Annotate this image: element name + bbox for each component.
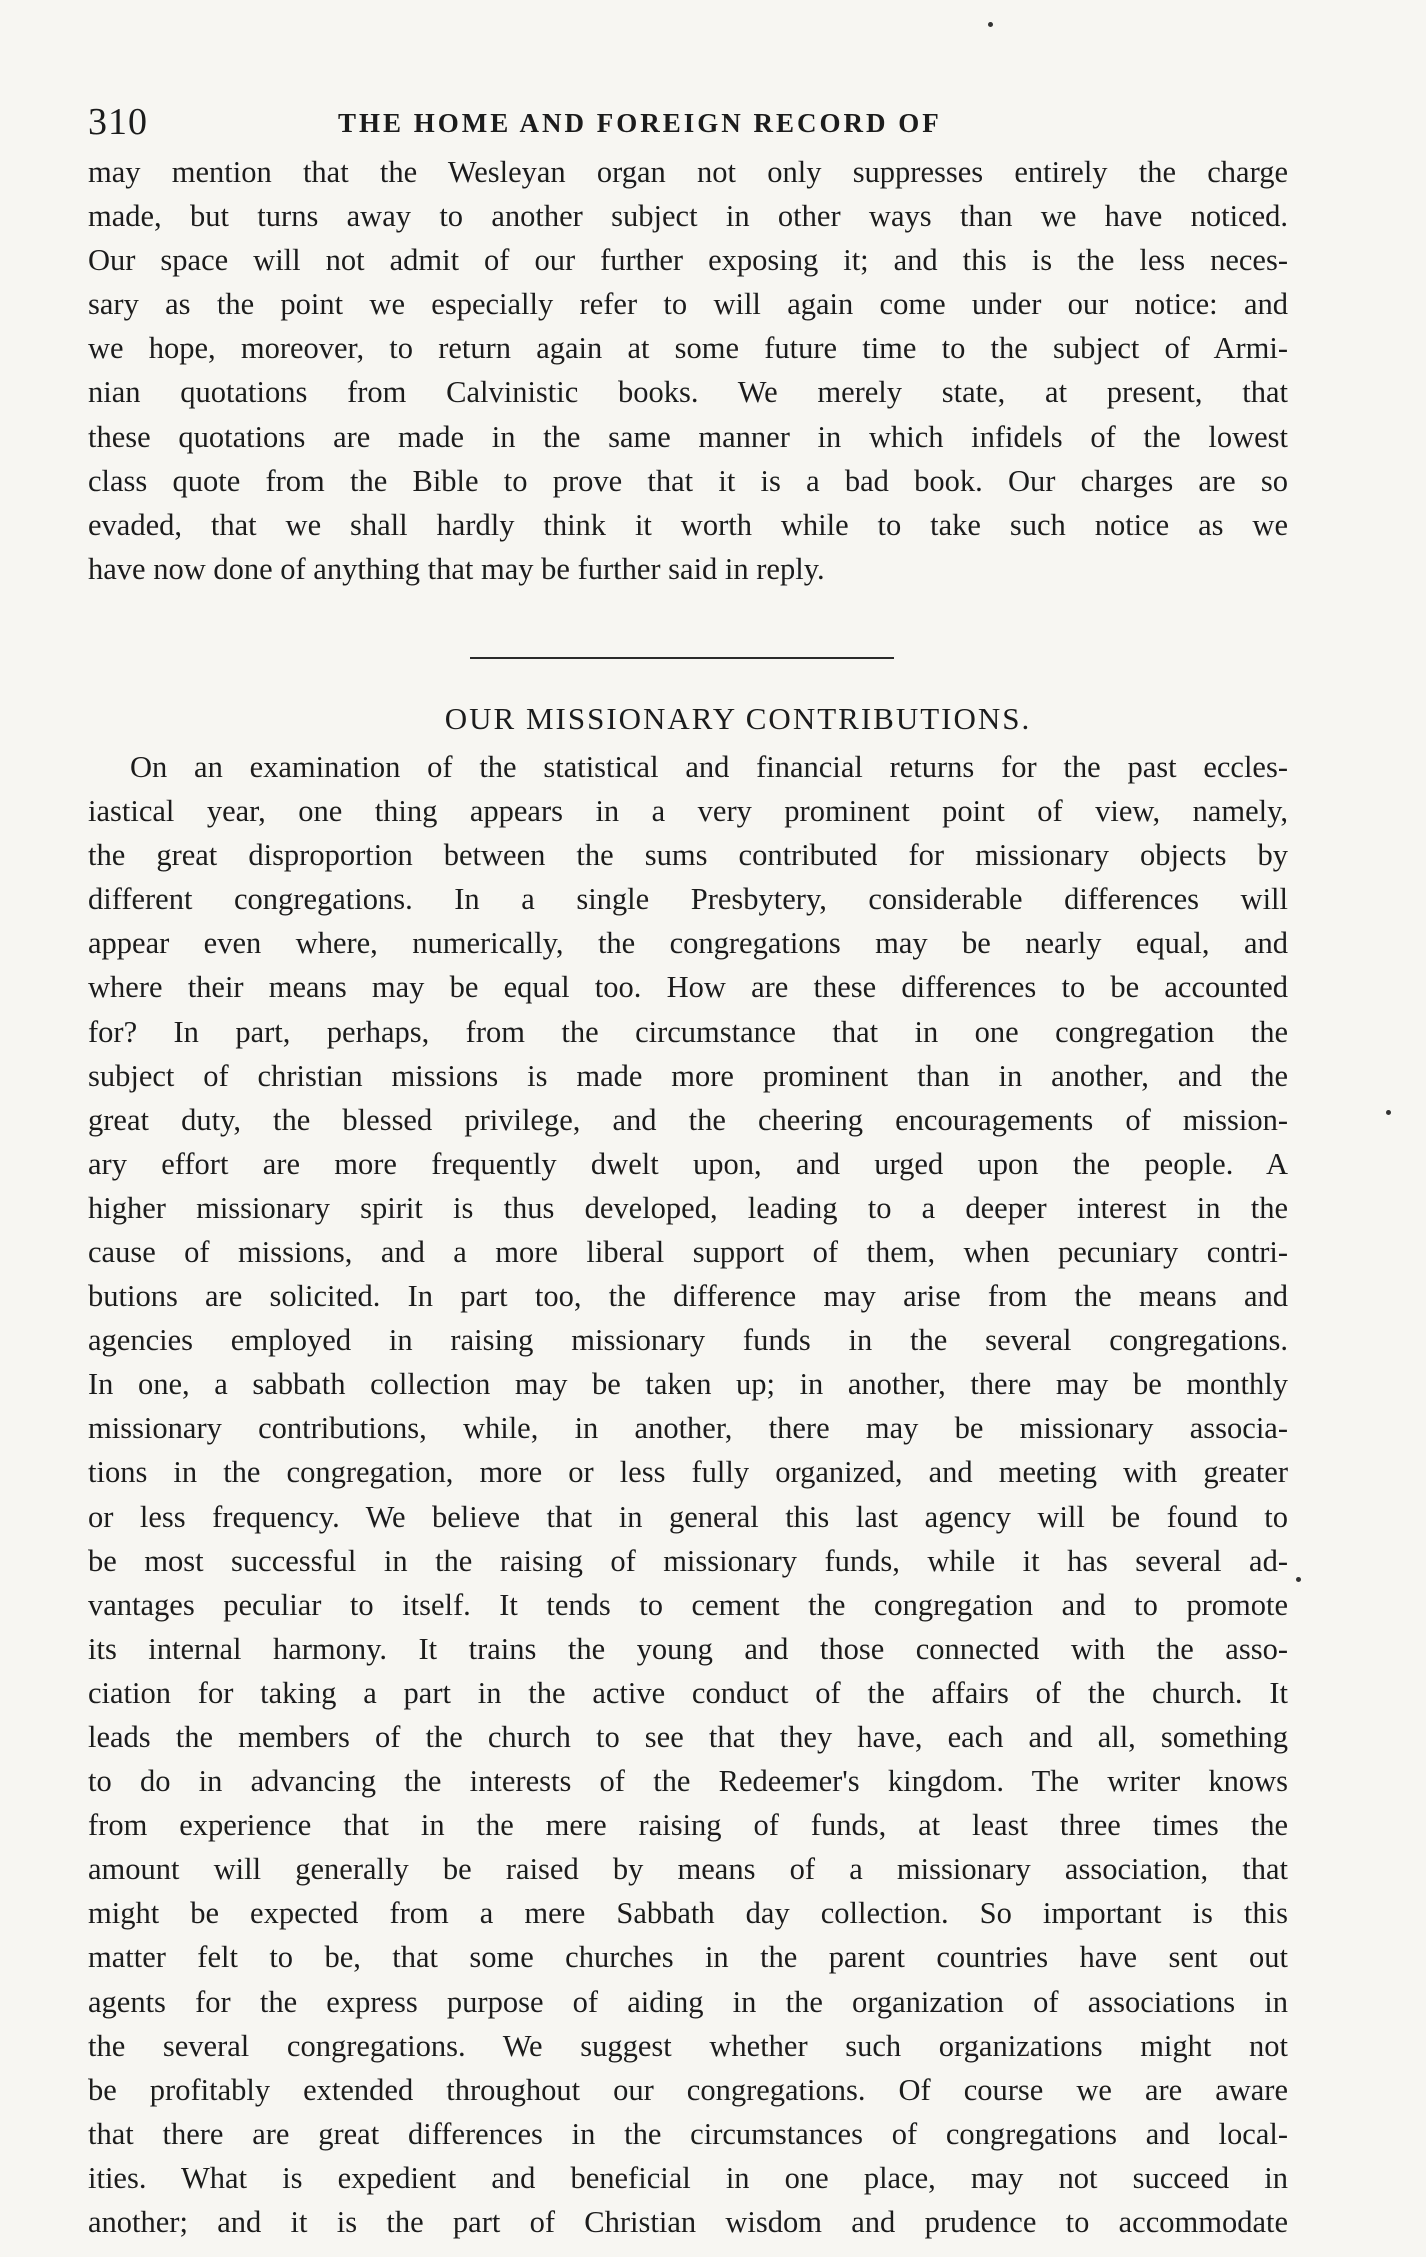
text-line: another; and it is the part of Christian wisdom and prudence to accommodate	[88, 2205, 1288, 2240]
text-line: we hope, moreover, to return again at some future time to the subject of Armi-	[88, 331, 1288, 366]
text-line: In one, a sabbath collection may be taken up; in another, there may be monthly	[88, 1367, 1288, 1402]
text-line: higher missionary spirit is thus developed, leading to a deeper interest in the	[88, 1190, 1288, 1225]
running-title: THE HOME AND FOREIGN RECORD OF	[338, 108, 942, 138]
text-line: subject of christian missions is made more prominent than in another, and the	[88, 1058, 1288, 1093]
text-line: evaded, that we shall hardly think it worth while to take such notice as we	[88, 507, 1288, 542]
text-line: agencies employed in raising missionary funds in the several congregations.	[88, 1323, 1288, 1358]
text-line: ary effort are more frequently dwelt upon, and urged upon the people. A	[88, 1146, 1288, 1181]
text-line: to do in advancing the interests of the Redeemer's kingdom. The writer knows	[88, 1764, 1288, 1799]
text-line: the great disproportion between the sums contributed for missionary objects by	[88, 838, 1288, 873]
text-line: agents for the express purpose of aiding in the organization of associations in	[88, 1984, 1288, 2019]
text-line: class quote from the Bible to prove that it is a bad book. Our charges are so	[88, 463, 1288, 498]
text-line: missionary contributions, while, in another, there may be missionary associa-	[88, 1411, 1288, 1446]
book-page	[88, 100, 1288, 2244]
text-line: vantages peculiar to itself. It tends to cement the congregation and to promote	[88, 1587, 1288, 1622]
section-title: OUR MISSIONARY CONTRIBUTIONS.	[444, 700, 1032, 736]
text-line: tions in the congregation, more or less fully organized, and meeting with greater	[88, 1455, 1288, 1490]
text-line: might be expected from a mere Sabbath day collection. So important is this	[88, 1896, 1288, 1931]
text-line: may mention that the Wesleyan organ not only suppresses entirely the charge	[88, 155, 1288, 189]
text-line: great duty, the blessed privilege, and the cheering encouragements of mission-	[88, 1102, 1288, 1137]
text-line: nian quotations from Calvinistic books. We merely state, at present, that	[88, 375, 1288, 410]
text-line: leads the members of the church to see that they have, each and all, something	[88, 1720, 1288, 1754]
text-line: the several congregations. We suggest whether such organizations might not	[88, 2028, 1288, 2063]
section-divider	[470, 657, 894, 659]
text-line: different congregations. In a single Presbytery, considerable differences will	[88, 882, 1288, 917]
running-head	[88, 100, 1288, 150]
text-line: its internal harmony. It trains the young and those connected with the asso-	[88, 1631, 1288, 1666]
text-line: where their means may be equal too. How are these differences to be accounted	[88, 970, 1288, 1005]
section-body	[88, 745, 1288, 2244]
page-number: 310	[88, 101, 148, 143]
text-line: ciation for taking a part in the active conduct of the affairs of the church. It	[88, 1675, 1288, 1710]
text-line: amount will generally be raised by means of a missionary association, that	[88, 1852, 1288, 1887]
text-line: sary as the point we especially refer to will again come under our notice: and	[88, 287, 1288, 322]
text-line: be most successful in the raising of missionary funds, while it has several ad-	[88, 1543, 1288, 1578]
text-line: appear even where, numerically, the congregations may be nearly equal, and	[88, 926, 1288, 961]
text-line: iastical year, one thing appears in a very prominent point of view, namely,	[88, 794, 1288, 829]
text-line: that there are great differences in the circumstances of congregations and local-	[88, 2116, 1288, 2151]
text-line: have now done of anything that may be further said in reply.	[88, 551, 825, 586]
text-line: cause of missions, and a more liberal support of them, when pecuniary contri-	[88, 1234, 1288, 1269]
text-line: matter felt to be, that some churches in the parent countries have sent out	[88, 1940, 1288, 1975]
stray-mark	[1386, 1110, 1391, 1115]
opening-paragraph	[88, 150, 1288, 591]
stray-mark	[988, 22, 993, 27]
text-line: be profitably extended throughout our congregations. Of course we are aware	[88, 2072, 1288, 2107]
text-line: On an examination of the statistical and financial returns for the past eccles-	[130, 749, 1288, 784]
text-line: Our space will not admit of our further exposing it; and this is the less neces-	[88, 243, 1288, 278]
text-line: these quotations are made in the same manner in which infidels of the lowest	[88, 419, 1288, 454]
stray-mark	[1296, 1577, 1301, 1582]
text-line: or less frequency. We believe that in general this last agency will be found to	[88, 1499, 1288, 1534]
text-line: butions are solicited. In part too, the difference may arise from the means and	[88, 1279, 1288, 1314]
text-line: from experience that in the mere raising of funds, at least three times the	[88, 1808, 1288, 1843]
text-line: for? In part, perhaps, from the circumstance that in one congregation the	[88, 1014, 1288, 1049]
text-line: made, but turns away to another subject in other ways than we have noticed.	[88, 199, 1288, 234]
text-line: ities. What is expedient and beneficial in one place, may not succeed in	[88, 2160, 1288, 2195]
